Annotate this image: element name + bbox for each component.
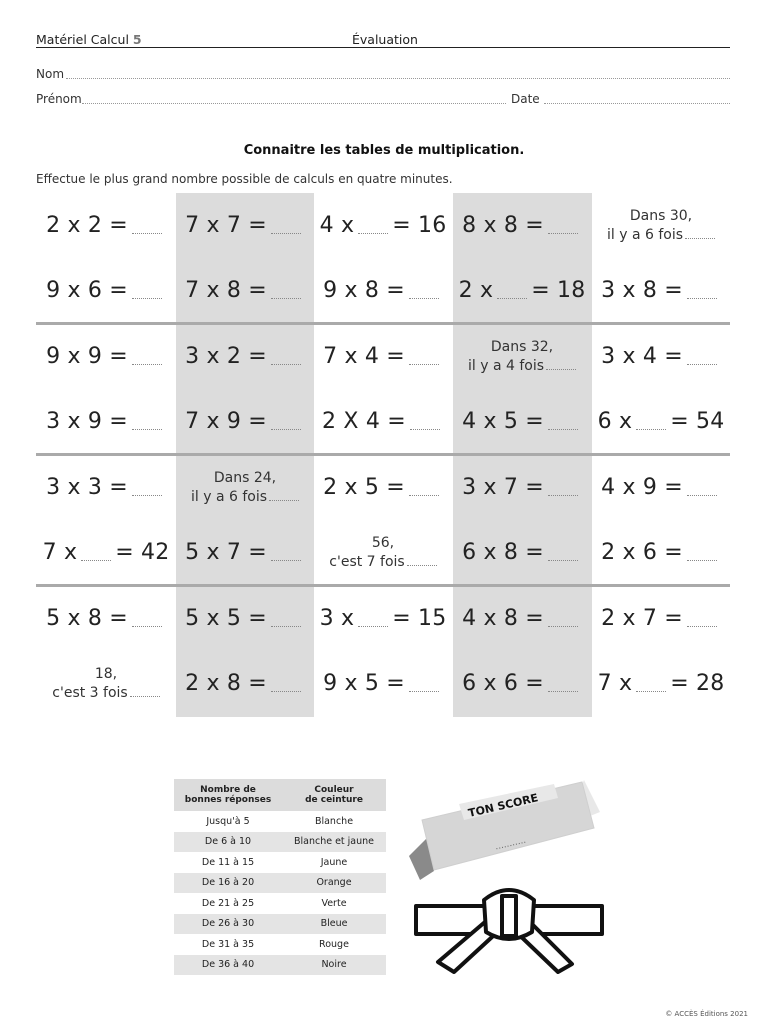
word-problem-line2	[468, 356, 576, 375]
belt-table-row	[174, 832, 386, 853]
word-problem-line1: 18,	[94, 665, 118, 682]
answer-blank[interactable]	[271, 233, 301, 234]
exercise-cell	[314, 455, 452, 520]
belt-table	[174, 779, 386, 975]
exercise-expression: 4 x	[319, 213, 355, 238]
exercise-cell	[592, 455, 730, 520]
range-cell: De 21 à 25	[201, 897, 255, 909]
answer-blank[interactable]	[132, 429, 162, 430]
header-count: Nombre de bonnes réponses	[174, 779, 282, 811]
answer-blank[interactable]	[409, 364, 439, 365]
answer-blank[interactable]	[271, 560, 301, 561]
exercise-expression: 3 x 3 =	[46, 475, 128, 500]
answer-blank[interactable]	[271, 691, 301, 692]
word-problem-text: il y a 6 fois	[606, 226, 684, 243]
exercise-cell	[592, 389, 730, 454]
answer-blank[interactable]	[636, 691, 666, 692]
range-cell: De 16 à 20	[174, 873, 282, 894]
exercise-cell	[37, 258, 175, 323]
exercise-expression: 5 x 8 =	[46, 606, 128, 631]
answer-blank[interactable]	[132, 298, 162, 299]
answer-blank[interactable]	[269, 500, 299, 501]
word-problem-line1: 56,	[371, 534, 395, 551]
exercise-result: = 16	[392, 213, 447, 238]
exercise-expression: 5 x 5 =	[185, 606, 267, 631]
belt-color-cell: Jaune	[320, 856, 348, 868]
exercise-cell	[314, 258, 452, 323]
nom-label: Nom	[36, 67, 65, 81]
exercise-result: = 54	[670, 409, 725, 434]
answer-blank[interactable]	[409, 298, 439, 299]
exercise-expression: 8 x 8 =	[462, 213, 544, 238]
nom-field[interactable]	[66, 78, 730, 79]
exercise-expression: 9 x 8 =	[323, 278, 405, 303]
exercise-cell	[37, 193, 175, 258]
answer-blank[interactable]	[687, 364, 717, 365]
exercise-cell	[453, 193, 591, 258]
exercise-cell	[314, 586, 452, 651]
belt-color-cell: Blanche et jaune	[282, 832, 386, 853]
word-problem-text: c'est 3 fois	[52, 684, 128, 701]
exercise-expression: 9 x 6 =	[46, 278, 128, 303]
exercise-cell	[453, 455, 591, 520]
exercise-result: = 42	[115, 540, 170, 565]
belt-table-row	[174, 893, 386, 914]
exercise-cell	[37, 389, 175, 454]
range-cell: Jusqu'à 5	[206, 815, 250, 827]
range-cell: De 26 à 30	[174, 914, 282, 935]
exercise-expression: 2 x 7 =	[601, 606, 683, 631]
date-label: Date	[511, 92, 540, 106]
score-label: TON SCORE	[467, 791, 540, 820]
exercise-expression: 4 x 8 =	[462, 606, 544, 631]
exercise-expression: 2 x 5 =	[323, 475, 405, 500]
exercise-expression: 3 x 9 =	[46, 409, 128, 434]
word-problem-line1: Dans 32,	[490, 338, 554, 355]
score-field[interactable]: ...........	[494, 835, 528, 853]
word-problem-text: il y a 6 fois	[190, 488, 268, 505]
doc-type: Évaluation	[352, 32, 418, 47]
answer-blank[interactable]	[497, 298, 527, 299]
answer-blank[interactable]	[548, 233, 578, 234]
range-cell: De 36 à 40	[174, 955, 282, 976]
answer-blank[interactable]	[687, 560, 717, 561]
exercise-result: = 18	[531, 278, 586, 303]
range-cell: De 11 à 15	[201, 856, 255, 868]
answer-blank[interactable]	[271, 429, 301, 430]
exercise-expression: 6 x 6 =	[462, 671, 544, 696]
exercise-cell	[592, 258, 730, 323]
exercise-cell	[37, 586, 175, 651]
exercise-cell	[314, 324, 452, 389]
word-problem-text: c'est 7 fois	[329, 553, 405, 570]
exercise-expression: 4 x 9 =	[601, 475, 683, 500]
belt-table-row	[174, 873, 386, 894]
answer-blank[interactable]	[687, 495, 717, 496]
word-problem-line2	[191, 487, 299, 506]
answer-blank[interactable]	[548, 560, 578, 561]
exercise-cell	[37, 520, 175, 585]
exercise-cell	[314, 651, 452, 716]
exercise-expression: 7 x 8 =	[185, 278, 267, 303]
word-problem-line1: Dans 24,	[213, 469, 277, 486]
belt-table-row	[174, 852, 386, 873]
belt-table-row	[174, 811, 386, 832]
belt-table-header	[174, 779, 386, 811]
copyright: © ACCÈS Éditions 2021	[665, 1010, 748, 1018]
exercise-cell	[592, 520, 730, 585]
prenom-label: Prénom	[36, 92, 82, 106]
exercise-expression: 9 x 9 =	[46, 344, 128, 369]
exercise-cell	[453, 324, 591, 389]
word-problem-line2	[607, 225, 715, 244]
answer-blank[interactable]	[636, 429, 666, 430]
exercise-cell	[37, 651, 175, 716]
belt-color-cell: Rouge	[319, 938, 349, 950]
exercise-cell	[592, 586, 730, 651]
exercise-expression: 2 X 4 =	[322, 409, 406, 434]
answer-blank[interactable]	[358, 233, 388, 234]
belt-table-wrap	[174, 779, 386, 975]
word-problem-line2	[329, 552, 436, 571]
page-title: Connaitre les tables de multiplication.	[243, 143, 525, 158]
exercise-expression: 4 x 5 =	[462, 409, 544, 434]
exercise-cell	[314, 389, 452, 454]
score-ribbon	[409, 780, 600, 880]
belt-color-cell: Noire	[282, 955, 386, 976]
exercise-cell	[176, 258, 314, 323]
exercise-cell	[453, 389, 591, 454]
exercise-cell	[37, 324, 175, 389]
exercise-expression: 3 x	[319, 606, 355, 631]
exercise-expression: 7 x 9 =	[185, 409, 267, 434]
instruction: Effectue le plus grand nombre possible de calculs en quatre minutes.	[36, 172, 453, 186]
exercise-expression: 2 x	[458, 278, 494, 303]
answer-blank[interactable]	[687, 626, 717, 627]
header-color: Couleur de ceinture	[282, 779, 386, 811]
exercise-cell	[176, 651, 314, 716]
range-cell: De 31 à 35	[201, 938, 255, 950]
answer-blank[interactable]	[132, 495, 162, 496]
exercise-cell	[592, 651, 730, 716]
exercise-cell	[37, 455, 175, 520]
exercise-cell	[314, 520, 452, 585]
exercise-expression: 7 x 4 =	[323, 344, 405, 369]
belt-table-row	[174, 934, 386, 955]
answer-blank[interactable]	[548, 626, 578, 627]
exercise-expression: 5 x 7 =	[185, 540, 267, 565]
exercise-cell	[453, 520, 591, 585]
exercise-cell	[176, 586, 314, 651]
series-title: Matériel Calcul 5	[36, 32, 142, 47]
exercise-expression: 2 x 2 =	[46, 213, 128, 238]
exercise-cell	[176, 389, 314, 454]
exercise-result: = 28	[670, 671, 725, 696]
answer-blank[interactable]	[409, 691, 439, 692]
score-illustration	[404, 776, 614, 976]
exercise-cell	[453, 586, 591, 651]
exercise-expression: 3 x 4 =	[601, 344, 683, 369]
answer-blank[interactable]	[132, 364, 162, 365]
exercise-expression: 7 x 7 =	[185, 213, 267, 238]
answer-blank[interactable]	[546, 369, 576, 370]
belt-table-row	[174, 914, 386, 935]
exercise-expression: 7 x	[42, 540, 78, 565]
exercise-result: = 15	[392, 606, 447, 631]
answer-blank[interactable]	[548, 691, 578, 692]
range-cell: De 6 à 10	[174, 832, 282, 853]
exercise-expression: 2 x 6 =	[601, 540, 683, 565]
answer-blank[interactable]	[81, 560, 111, 561]
word-problem-line1: Dans 30,	[629, 207, 693, 224]
exercise-cell	[453, 258, 591, 323]
answer-blank[interactable]	[409, 495, 439, 496]
date-field[interactable]	[544, 103, 730, 104]
answer-blank[interactable]	[548, 429, 578, 430]
answer-blank[interactable]	[132, 233, 162, 234]
exercise-cell	[176, 193, 314, 258]
answer-blank[interactable]	[410, 429, 440, 430]
answer-blank[interactable]	[687, 298, 717, 299]
belt-knot-icon	[416, 890, 602, 972]
answer-blank[interactable]	[358, 626, 388, 627]
belt-color-cell: Bleue	[282, 914, 386, 935]
answer-blank[interactable]	[130, 696, 160, 697]
exercise-expression: 7 x	[597, 671, 633, 696]
answer-blank[interactable]	[271, 364, 301, 365]
exercise-cell	[592, 324, 730, 389]
exercise-cell	[314, 193, 452, 258]
word-problem-text: il y a 4 fois	[467, 357, 545, 374]
answer-blank[interactable]	[271, 626, 301, 627]
word-problem-line2	[52, 683, 159, 702]
header-rule	[36, 47, 730, 48]
exercise-expression: 3 x 2 =	[185, 344, 267, 369]
prenom-field[interactable]	[82, 103, 506, 104]
exercise-cell	[592, 193, 730, 258]
belt-color-cell: Orange	[282, 873, 386, 894]
exercise-expression: 2 x 8 =	[185, 671, 267, 696]
exercise-expression: 6 x 8 =	[462, 540, 544, 565]
exercise-cell	[453, 651, 591, 716]
belt-color-cell: Blanche	[314, 815, 354, 827]
exercise-expression: 9 x 5 =	[323, 671, 405, 696]
exercise-cell	[176, 520, 314, 585]
exercise-cell	[176, 324, 314, 389]
answer-blank[interactable]	[548, 495, 578, 496]
exercise-expression: 3 x 8 =	[601, 278, 683, 303]
exercise-cell	[176, 455, 314, 520]
belt-color-cell: Verte	[321, 897, 347, 909]
belt-table-row	[174, 955, 386, 976]
answer-blank[interactable]	[271, 298, 301, 299]
answer-blank[interactable]	[407, 565, 437, 566]
answer-blank[interactable]	[685, 238, 715, 239]
exercise-expression: 6 x	[597, 409, 633, 434]
exercise-expression: 3 x 7 =	[462, 475, 544, 500]
answer-blank[interactable]	[132, 626, 162, 627]
